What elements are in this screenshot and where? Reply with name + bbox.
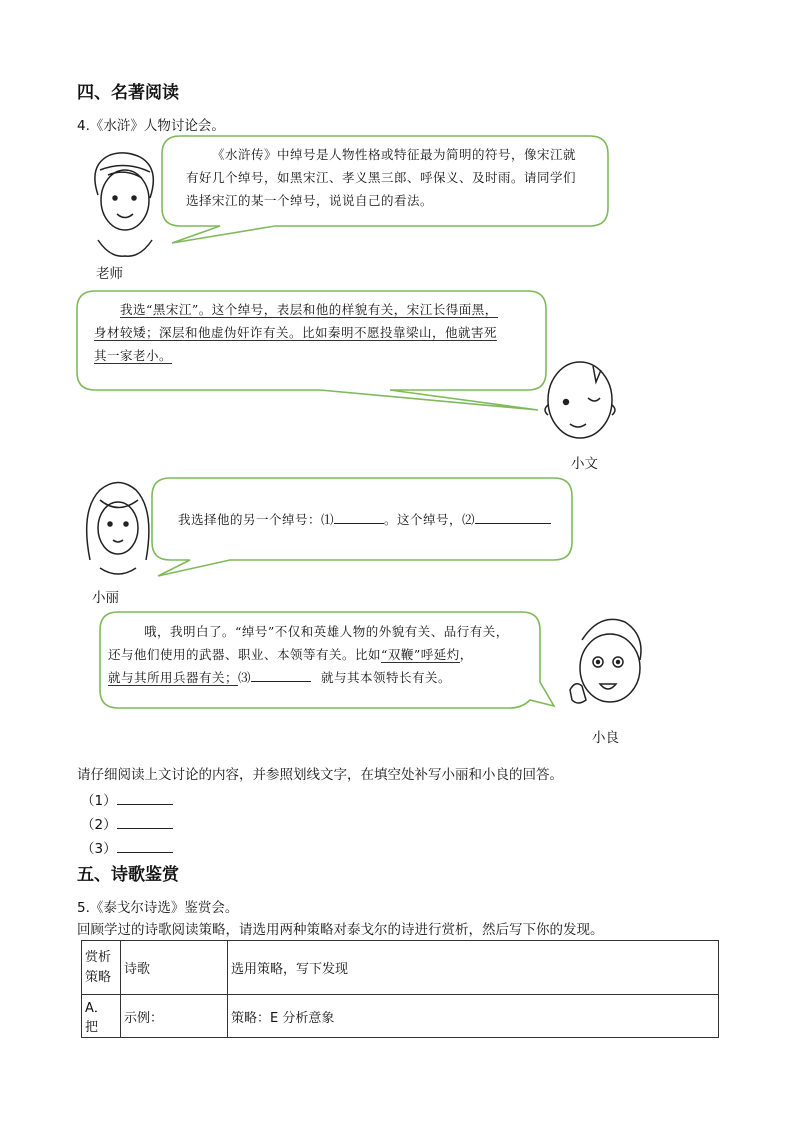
question-4-title: 4.《水浒》人物讨论会。 <box>77 118 225 134</box>
table-header-poem: 诗歌 <box>121 941 228 995</box>
xiaoliang-line-2b: ， <box>459 647 473 662</box>
xiaowen-line-1: 我选“黑宋江”。这个绰号，表层和他的样貌有关，宋江长得面黑， <box>120 302 498 317</box>
blank-3[interactable] <box>251 667 311 682</box>
poetry-table <box>81 940 719 1038</box>
table-header-finding: 选用策略，写下发现 <box>228 941 719 995</box>
table-header-row <box>82 941 719 995</box>
table-cell-poem: 示例： <box>121 995 228 1038</box>
xiaoliang-speech <box>108 620 538 689</box>
xiaowen-name: 小文 <box>571 456 598 472</box>
xiaoli-text-1: 我选择他的另一个绰号： <box>178 512 322 527</box>
xiaowen-speech <box>94 298 542 367</box>
teacher-line-3: 选择宋江的某一个绰号，说说自己的看法。 <box>186 193 434 208</box>
answer-3-label: （3） <box>81 841 117 857</box>
answer-2 <box>81 813 173 833</box>
xiaoli-text-2: 。这个绰号， <box>384 512 463 527</box>
blank-3-label: ⑶ <box>238 670 252 685</box>
xiaoliang-line-3b: 就与其本领特长有关。 <box>321 670 452 685</box>
section-heading-5: 五、诗歌鉴赏 <box>77 865 179 885</box>
xiaowen-line-2: 身材较矮；深层和他虚伪奸诈有关。比如秦明不愿投靠梁山，他就害死 <box>94 325 498 340</box>
blank-2[interactable] <box>475 509 551 524</box>
blank-1-label: ⑴ <box>321 512 335 527</box>
xiaoliang-avatar <box>570 619 641 703</box>
question-5-desc: 回顾学过的诗歌阅读策略，请选用两种策略对泰戈尔的诗进行赏析，然后写下你的发现。 <box>77 922 604 938</box>
xiaoliang-line-2a: 还与他们使用的武器、职业、本领等有关。比如 <box>108 647 382 662</box>
teacher-line-1: 《水浒传》中绰号是人物性格或特征最为简明的符号，像宋江就 <box>212 147 577 162</box>
xiaoli-speech <box>178 508 568 531</box>
xiaoliang-line-2u: “双鞭”呼延灼 <box>381 647 460 662</box>
teacher-speech <box>186 143 606 212</box>
teacher-line-2: 有好几个绰号，如黑宋江、孝义黑三郎、呼保义、及时雨。请同学们 <box>186 170 577 185</box>
blank-1[interactable] <box>334 509 384 524</box>
answer-3-blank[interactable] <box>117 838 173 853</box>
section-heading-4: 四、名著阅读 <box>77 83 179 103</box>
answer-1 <box>81 789 173 809</box>
xiaoliang-line-3u: 就与其所用兵器有关； <box>108 670 239 685</box>
answer-2-label: （2） <box>81 817 117 833</box>
xiaoliang-name: 小良 <box>592 730 619 746</box>
xiaoliang-line-1: 哦，我明白了。“绰号”不仅和英雄人物的外貌有关、品行有关， <box>144 624 509 639</box>
xiaowen-line-3: 其一家老小。 <box>94 348 173 363</box>
answer-1-blank[interactable] <box>117 790 173 805</box>
answer-2-blank[interactable] <box>117 814 173 829</box>
blank-2-label: ⑵ <box>462 512 476 527</box>
xiaoli-name: 小丽 <box>92 590 119 606</box>
teacher-name: 老师 <box>96 266 123 282</box>
teacher-avatar <box>95 153 153 256</box>
xiaoli-avatar <box>87 483 149 575</box>
question-5-title: 5.《泰戈尔诗选》鉴赏会。 <box>77 900 239 916</box>
table-cell-strategy: A．把 <box>82 995 121 1038</box>
answer-3 <box>81 837 173 857</box>
xiaowen-avatar <box>545 362 615 438</box>
answer-1-label: （1） <box>81 793 117 809</box>
table-header-strategy: 赏析策略 <box>82 941 121 995</box>
table-row <box>82 995 719 1038</box>
table-cell-finding: 策略：E 分析意象 <box>228 995 719 1038</box>
instruction: 请仔细阅读上文讨论的内容，并参照划线文字，在填空处补写小丽和小良的回答。 <box>77 767 563 783</box>
